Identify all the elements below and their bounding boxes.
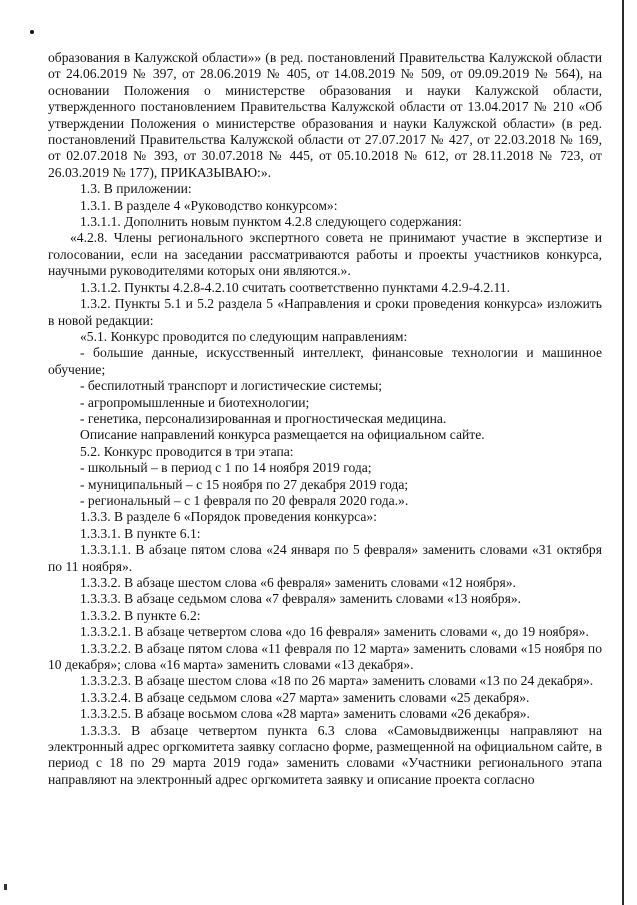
paragraph: Описание направлений конкурса размещается на официальном сайте. [80,427,485,443]
scan-speck [4,884,7,890]
list-item: - региональный – с 1 февраля по 20 февраля 2020 года.». [80,492,409,508]
paragraph: 1.3.3. В разделе 6 «Порядок проведения конкурса»: [80,509,377,525]
paragraph: 1.3.3.2.4. В абзаце седьмом слова «27 марта» заменить словами «25 декабря». [80,689,530,705]
paragraph: 1.3.3.2. В абзаце шестом слова «6 февраля» заменить словами «12 ноября». [80,575,516,590]
list-item: - беспилотный транспорт и логистические системы; [80,378,383,394]
paragraph: «5.1. Конкурс проводится по следующим направлениям: [80,328,408,344]
paragraph: 1.3.1.1. Дополнить новым пунктом 4.2.8 следующего содержания: [80,214,462,230]
paragraph: 1.3.3.3. В абзаце седьмом слова «7 февраля» заменить словами «13 ноября». [80,591,522,607]
paragraph: 1.3. В приложении: [80,181,192,197]
list-item: - агропромышленные и биотехнологии; [80,394,310,410]
paragraph: 1.3.2. Пункты 5.1 и 5.2 раздела 5 «Направления и сроки проведения конкурса» изложить в новой редакции: [48,296,602,328]
scan-speck [30,30,34,34]
paragraph: 5.2. Конкурс проводится в три этапа: [80,443,294,459]
paragraph: 1.3.1.2. Пункты 4.2.8-4.2.10 считать соответственно пунктами 4.2.9-4.2.11. [80,279,511,295]
paragraph: 1.3.3.2.5. В абзаце восьмом слова «28 марта» заменить словами «26 декабря». [80,706,530,722]
paragraph: 1.3.3.1. В пункте 6.1: [80,525,201,541]
paragraph: 1.3.3.2.3. В абзаце шестом слова «18 по 26 марта» заменить словами «13 по 24 декабря». [80,673,594,689]
list-item: - муниципальный – с 15 ноября по 27 декабря 2019 года; [80,476,409,492]
paragraph: 1.3.3.2.2. В абзаце пятом слова «11 февраля по 12 марта» заменить словами «15 ноября по 10 декабря»; слова «16 марта» заменить словами «13 декабря». [48,640,602,673]
paragraph: 1.3.3.3. В абзаце четвертом пункта 6.3 слова «Самовыдвиженцы направляют на электронный адрес оргкомитета заявку согласно форме, размещенной на официальном сайте, в период с 18 по 29 марта 2019 года» заменить словами «Участники регионального этапа направляют на электронный адрес оргкомитета заявку и описание проекта согласно [48,722,602,787]
paragraph: 1.3.3.2.1. В абзаце четвертом слова «до 16 февраля» заменить словами «, до 19 ноября». [80,624,589,640]
paragraph: 1.3.1. В разделе 4 «Руководство конкурсом»: [80,197,338,213]
list-item: - большие данные, искусственный интеллект, финансовые технологии и машинное обучение; [48,345,602,377]
scan-edge-line [622,0,624,905]
paragraph: «4.2.8. Члены регионального экспертного совета не принимают участие в экспертизе и голосовании, если на заседании рассматриваются работы и проекты участников конкурса, научными руководителями которых они являются.». [48,230,602,279]
list-item: - школьный – в период с 1 по 14 ноября 2019 года; [80,460,372,476]
paragraph: образования в Калужской области»» (в ред. постановлений Правительства Калужской области от 24.06.2019 № 397, от 28.06.2019 № 405, от 14.08.2019 № 509, от 09.09.2019 № 564), на основании Положения о министерстве образования и науки Калужской области, утвержденного постановлением Правительства Калужской области от 13.04.2017 № 210 «Об утверждении Положения о министерстве образования и науки Калужской области» (в ред. постановлений Правительства Калужской области от 27.07.2017 № 427, от 22.03.2018 № 169, от 02.07.2018 № 393, от 30.07.2018 № 445, от 05.10.2018 № 612, от 28.11.2018 № 723, от 26.03.2019 № 177), ПРИКАЗЫВАЮ:». [48,50,602,180]
document-body [48,50,602,788]
list-item: - генетика, персонализированная и прогностическая медицина. [80,410,447,426]
paragraph: 1.3.3.2. В пункте 6.2: [80,607,201,623]
paragraph: 1.3.3.1.1. В абзаце пятом слова «24 января по 5 февраля» заменить словами «31 октября по 11 ноября». [48,542,602,574]
